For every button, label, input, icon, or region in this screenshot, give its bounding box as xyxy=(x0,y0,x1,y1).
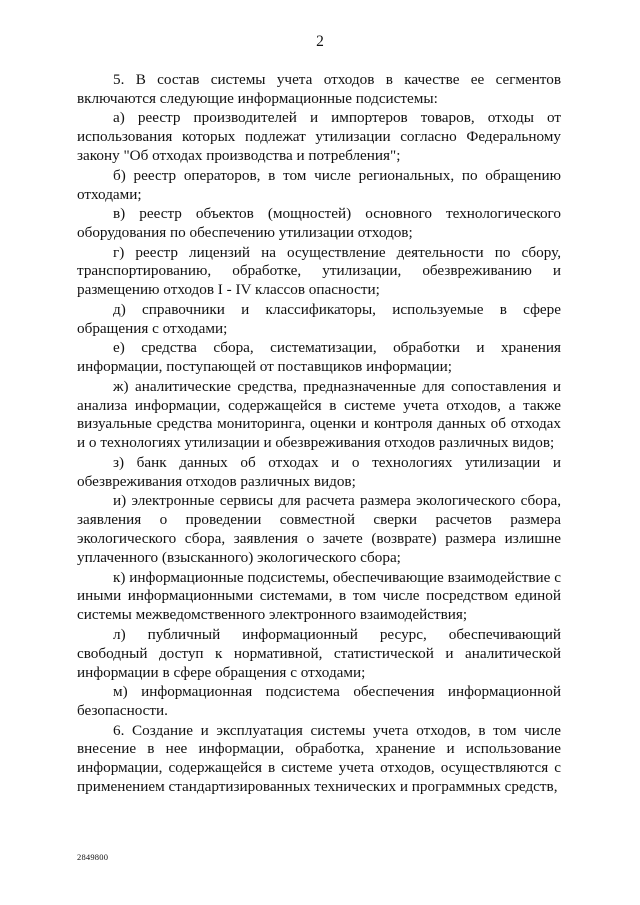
paragraph-5k: к) информационные подсистемы, обеспечивающие взаимодействие с иными информационными системами, в том числе посредством единой системы межведомственного электронного взаимодействия; xyxy=(77,568,561,624)
paragraph-5: 5. В состав системы учета отходов в качестве ее сегментов включаются следующие информационные подсистемы: xyxy=(77,71,561,107)
paragraph-6: 6. Создание и эксплуатация системы учета отходов, в том числе внесение в нее информации, обработка, хранение и использование информации, содержащейся в системе учета отходов, осуществляются с применением стандартизированных технических и программных средств, xyxy=(77,721,561,796)
paragraph-5i: и) электронные сервисы для расчета размера экологического сбора, заявления о проведении совместной сверки расчетов размера экологического сбора, заявления о зачете (возврате) размера излишне уплаченного (взысканного) экологического сбора; xyxy=(77,492,561,566)
paragraph-5g: г) реестр лицензий на осуществление деятельности по сбору, транспортированию, обработке, утилизации, обезвреживанию и размещению отходов I - IV классов опасности; xyxy=(77,243,561,299)
paragraph-5v: в) реестр объектов (мощностей) основного технологического оборудования по обеспечению утилизации отходов; xyxy=(77,205,561,242)
document-code: 2849800 xyxy=(77,852,109,862)
paragraph-5b: б) реестр операторов, в том числе региональных, по обращению отходами; xyxy=(77,166,561,203)
paragraph-5a: а) реестр производителей и импортеров товаров, отходы от использования которых подлежат утилизации согласно Федеральному закону "Об отходах производства и потребления"; xyxy=(77,109,561,165)
paragraph-5e: е) средства сбора, систематизации, обработки и хранения информации, поступающей от поставщиков информации; xyxy=(77,339,561,376)
paragraph-5l: л) публичный информационный ресурс, обеспечивающий свободный доступ к нормативной, статистической и аналитической информации в сфере обращения с отходами; xyxy=(77,625,561,681)
paragraph-5z: з) банк данных об отходах и о технологиях утилизации и обезвреживания отходов различных видов; xyxy=(77,453,561,490)
document-body xyxy=(77,71,561,797)
paragraph-5zh: ж) аналитические средства, предназначенные для сопоставления и анализа информации, содержащейся в системе учета отходов, а также визуальные средства мониторинга, оценки и контроля данных об отходах и о технологиях утилизации и обезвреживания отходов различных видов; xyxy=(77,377,561,452)
paragraph-5m: м) информационная подсистема обеспечения информационной безопасности. xyxy=(77,683,561,720)
page-number: 2 xyxy=(316,33,324,50)
paragraph-5d: д) справочники и классификаторы, используемые в сфере обращения с отходами; xyxy=(77,300,561,337)
